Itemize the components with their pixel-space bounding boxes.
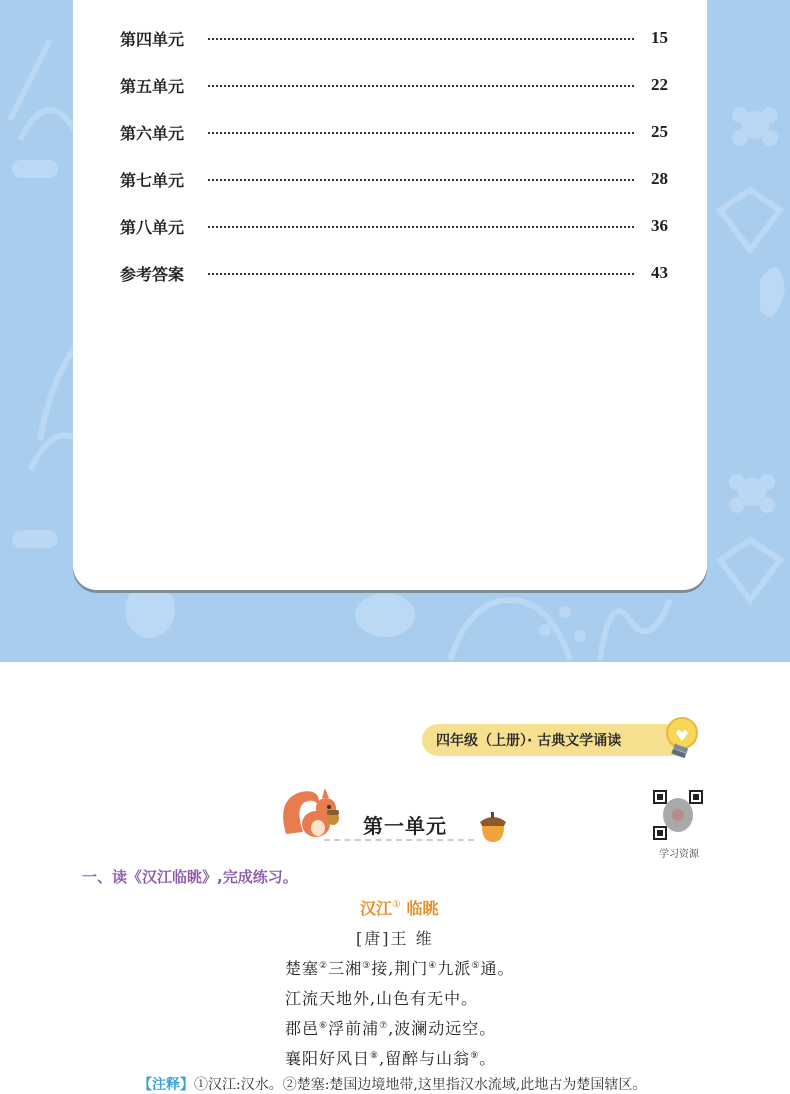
toc-entry-label: 第八单元 (120, 217, 185, 237)
squirrel-icon (278, 784, 348, 844)
poem-text: ,波澜动远空。 (388, 1019, 497, 1038)
poem-text: ,留醉与山翁 (379, 1049, 471, 1068)
footnote-marker: ② (319, 961, 329, 971)
exercise-question: 一、读《汉江临眺》,完成练习。 (82, 868, 298, 886)
poem-author: [唐]王 维 (356, 929, 434, 948)
book-title: 四年级（上册）· 古典文学诵读 (436, 733, 622, 749)
toc-entry[interactable] (120, 72, 668, 98)
poem-text: 郡邑 (285, 1019, 320, 1038)
table-of-contents (73, 0, 707, 590)
toc-leader-dots (208, 132, 634, 134)
unit-heading (278, 784, 510, 848)
book-title-banner (422, 724, 680, 756)
poem-text: 九派 (437, 959, 472, 978)
poem-line (285, 1016, 496, 1039)
poem-line (285, 986, 478, 1009)
poem-text: 。 (479, 1049, 497, 1068)
toc-entry[interactable] (120, 119, 668, 145)
toc-entry-page: 25 (651, 122, 668, 141)
footnote-marker: ① (392, 899, 401, 911)
notes-tag: 【注释】 (138, 1077, 194, 1093)
toc-entry[interactable] (120, 213, 668, 239)
poem-text: 三湘 (328, 959, 363, 978)
lightbulb-icon (662, 715, 700, 761)
poem-text: 通。 (480, 959, 515, 978)
toc-entry-page: 43 (651, 263, 668, 282)
toc-entry[interactable] (120, 260, 668, 286)
toc-entry-label: 第七单元 (120, 170, 185, 190)
unit-title: 第一单元 (363, 814, 447, 838)
toc-entry-label: 第六单元 (120, 123, 185, 143)
footnote-marker: ⑨ (470, 1051, 480, 1061)
toc-entry-label: 第五单元 (120, 76, 185, 96)
toc-entry-label: 第四单元 (120, 29, 185, 49)
qr-code-image[interactable] (652, 789, 704, 841)
footnote-marker: ④ (428, 961, 438, 971)
poem-title-part1: 汉江 (360, 899, 393, 918)
poem-line (285, 956, 514, 979)
footnote-marker: ⑧ (370, 1051, 380, 1061)
toc-entry-page: 36 (651, 216, 668, 235)
poem-title-part2: 临眺 (400, 899, 439, 918)
toc-entry-page: 15 (651, 28, 668, 47)
toc-entry[interactable] (120, 25, 668, 51)
poem-text: 襄阳好风日 (285, 1049, 371, 1068)
poem-text: 江流天地外,山色有无中。 (285, 989, 479, 1008)
notes-text: ①汉江:汉水。②楚塞:楚国边境地带,这里指汉水流域,此地古为楚国辖区。 (194, 1077, 647, 1093)
toc-entry[interactable] (120, 166, 668, 192)
toc-entry-page: 22 (651, 75, 668, 94)
footnote-marker: ⑥ (319, 1021, 329, 1031)
poem-text: 楚塞 (285, 959, 320, 978)
poem-text: 浮前浦 (328, 1019, 380, 1038)
qr-code-label: 学习资源 (659, 849, 699, 860)
poem-line (285, 1046, 496, 1069)
toc-leader-dots (208, 38, 634, 40)
toc-leader-dots (208, 179, 634, 181)
footnote-marker: ⑤ (471, 961, 481, 971)
poem-notes (138, 1074, 646, 1094)
toc-leader-dots (208, 85, 634, 87)
toc-entry-page: 28 (651, 169, 668, 188)
footnote-marker: ⑦ (379, 1021, 389, 1031)
toc-leader-dots (208, 226, 634, 228)
poem-title (360, 896, 439, 919)
acorn-icon (476, 808, 510, 844)
toc-leader-dots (208, 273, 634, 275)
footnote-marker: ③ (362, 961, 372, 971)
poem-text: 接,荆门 (371, 959, 429, 978)
toc-entry-label: 参考答案 (120, 264, 185, 284)
unit-title-underline (324, 839, 474, 841)
